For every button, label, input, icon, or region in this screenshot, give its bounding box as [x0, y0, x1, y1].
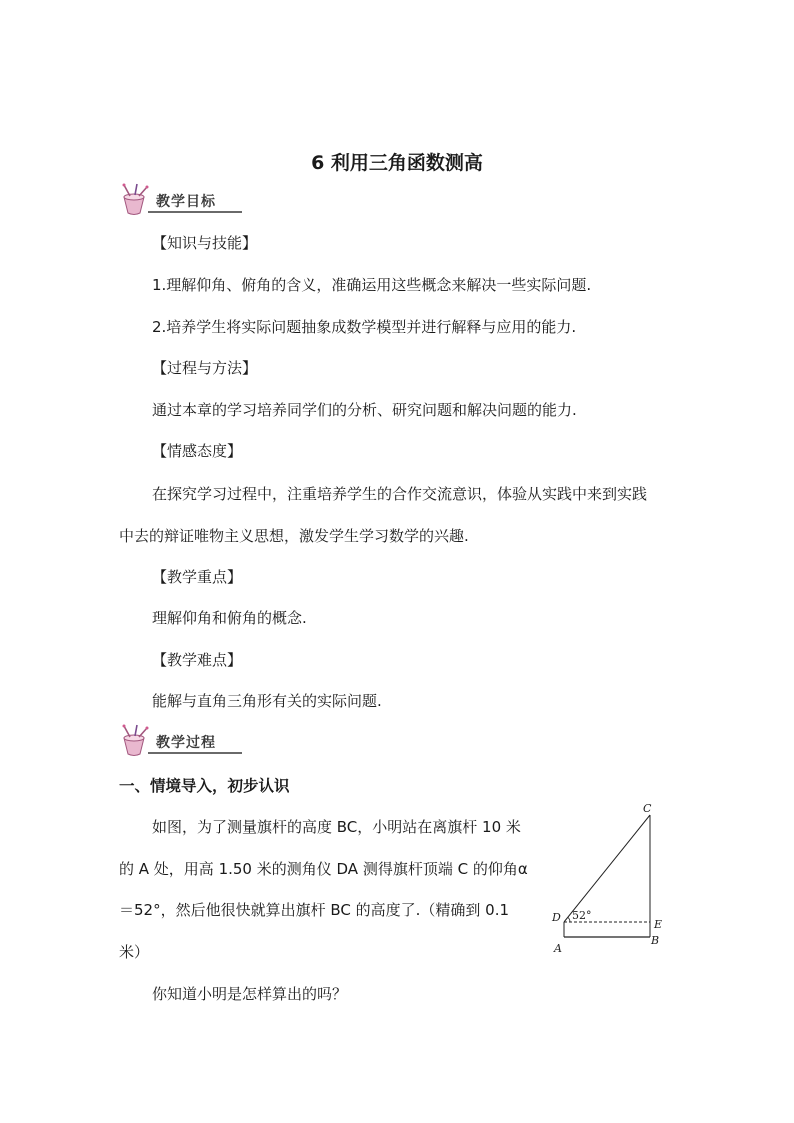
difficulty-text: 能解与直角三角形有关的实际问题.	[152, 692, 382, 710]
badge-underline	[148, 752, 242, 754]
question-text: 你知道小明是怎样算出的吗？	[152, 985, 348, 1003]
line-dc	[564, 815, 650, 922]
emotion-text-line-2: 中去的辩证唯物主义思想，激发学生学习数学的兴趣.	[119, 527, 469, 545]
knowledge-heading: 【知识与技能】	[152, 234, 258, 252]
label-e: E	[654, 918, 663, 931]
key-heading: 【教学重点】	[152, 568, 243, 586]
method-text: 通过本章的学习培养同学们的分析、研究问题和解决问题的能力.	[152, 401, 577, 419]
label-c: C	[643, 802, 652, 815]
difficulty-heading: 【教学难点】	[152, 651, 243, 669]
flagpole-diagram	[548, 800, 678, 958]
badge-label: 教学过程	[156, 735, 216, 751]
badge-label: 教学目标	[156, 194, 216, 210]
section-heading-1: 一、情境导入，初步认识	[119, 777, 290, 795]
problem-line-4: 米）	[119, 943, 150, 961]
key-text: 理解仰角和俯角的概念.	[152, 609, 307, 627]
badge-underline	[148, 211, 242, 213]
page-title: 6 利用三角函数测高	[311, 152, 483, 174]
emotion-heading: 【情感态度】	[152, 442, 243, 460]
section-badge-goals	[118, 183, 242, 217]
knowledge-item-1: 1.理解仰角、俯角的含义，准确运用这些概念来解决一些实际问题.	[152, 276, 592, 294]
section-badge-process	[118, 724, 242, 758]
problem-line-3: ＝52°，然后他很快就算出旗杆 BC 的高度了.（精确到 0.1	[119, 901, 510, 919]
angle-arc	[568, 917, 570, 922]
label-b: B	[651, 934, 660, 947]
knowledge-item-2: 2.培养学生将实际问题抽象成数学模型并进行解释与应用的能力.	[152, 318, 577, 336]
label-d: D	[552, 911, 561, 924]
problem-line-2: 的 A 处，用高 1.50 米的测角仪 DA 测得旗杆顶端 C 的仰角α	[119, 860, 528, 878]
emotion-text-line-1: 在探究学习过程中，注重培养学生的合作交流意识，体验从实践中来到实践	[152, 485, 648, 503]
problem-line-1: 如图，为了测量旗杆的高度 BC，小明站在离旗杆 10 米	[152, 818, 521, 836]
angle-label: 52°	[572, 909, 592, 922]
method-heading: 【过程与方法】	[152, 359, 258, 377]
label-a: A	[554, 942, 562, 955]
